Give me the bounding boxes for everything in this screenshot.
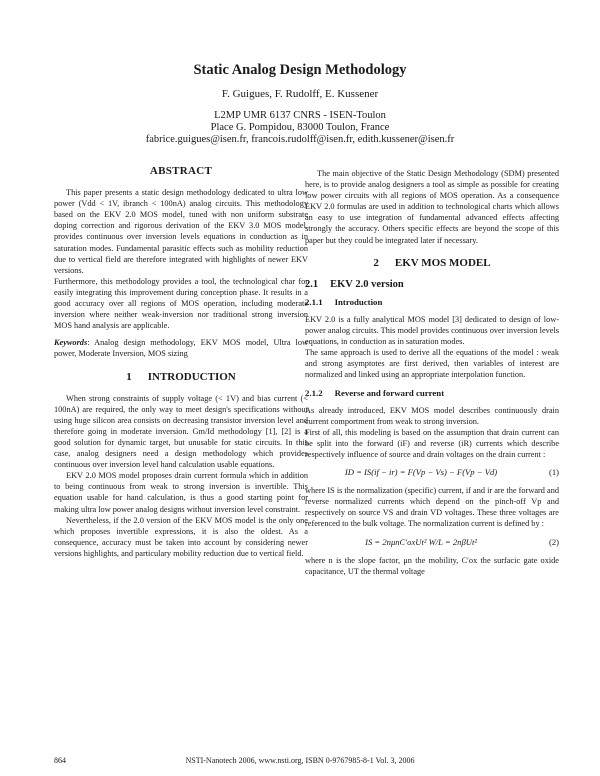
intro-paragraph: Nevertheless, if the 2.0 version of the EKV MOS model is the only one which proposes invertible expressions, it is also the oldest. As a consequence, accuracy must be taken into account by considering newer versions highlights, and particulary mobility reduction due to vertical field.	[54, 515, 308, 558]
subsubsection-number: 2.1.1	[305, 296, 323, 307]
body-paragraph: The same approach is used to derive all the equations of the model : weak and strong asymptotes are first derived, then variables of interest are normalized and linked using an appropriate interpolation function.	[305, 348, 559, 380]
intro-paragraph: When strong constraints of supply voltage (< 1V) and bias current (< 100nA) are required, the only way to meet design's specifications without using huge silicon area consists on decreasing transistor inversion level and therefore going in moderate inversion. Gm/Id methodology [1], [2] is a good solution for dynamic target, but unusable for static circuits. In this case, analog designers need a design methodology which provides continuous over inversion level hand calculation usable equations.	[54, 393, 308, 470]
affiliation-block	[0, 110, 600, 146]
affiliation-line: L2MP UMR 6137 CNRS - ISEN-Toulon	[214, 110, 386, 121]
objective-paragraph: The main objective of the Static Design Methodology (SDM) presented here, is to provide analog designers a tool as simple as possible for creating low power circuits with all regions of MOS operation. As a consequence EKV 2.0 formulas are used in addition to technological charts which allows an easy to use integration of fundamental advanced effects affecting strongly the accuracy. Others specific effects are beyond the scope of this paper but they could be integrated later if necessary.	[305, 169, 559, 245]
section-title: INTRODUCTION	[147, 370, 236, 383]
equation-number: (2)	[548, 536, 559, 547]
subsection-heading-ekv2	[305, 279, 559, 290]
body-paragraph: where IS is the normalization (specific) current, if and ir are the forward and reverse normalized currents which depend on the pinch-off Vp and respectively on source VS and drain VD voltages. These three voltages are referenced to the bulk voltage. The normalization current is defined by :	[305, 486, 559, 529]
affiliation-emails: fabrice.guigues@isen.fr, francois.rudolff@isen.fr, edith.kussener@isen.fr	[145, 134, 455, 145]
section-heading-ekv-model	[305, 258, 559, 269]
equation-number: (1)	[548, 467, 559, 478]
subsubsection-number: 2.1.2	[305, 387, 323, 398]
subsubsection-title: Introduction	[334, 296, 383, 307]
section-title: EKV MOS MODEL	[394, 256, 491, 269]
section-number: 2	[373, 256, 379, 269]
subsubsection-title: Reverse and forward current	[334, 387, 445, 398]
subsubsection-heading-currents	[305, 388, 559, 399]
body-paragraph: As already introduced, EKV MOS model describes continuously drain current comportment from weak to strong inversion.	[305, 405, 559, 426]
section-heading-introduction	[54, 372, 308, 383]
equation-formula: IS = 2nμnC′oxUt² W/L = 2nβUt²	[365, 536, 477, 547]
keywords-label: Keywords	[54, 338, 88, 348]
right-column	[305, 168, 559, 577]
subsubsection-heading-introduction	[305, 297, 559, 308]
body-paragraph: EKV 2.0 is a fully analytical MOS model [3] dedicated to design of low-power analog circuits. This model provides continuous over inversion levels equations, in conduction as in saturation modes.	[305, 314, 559, 347]
equation-formula: ID = IS(if − ir) = F(Vp − Vs) − F(Vp − Vd)	[344, 467, 498, 478]
abstract-paragraph: This paper presents a static design methodology dedicated to ultra low power (Vdd < 1V, ibranch < 100nA) analog circuits. This methodology based on the EKV 2.0 MOS model, tuned with non uniform substrate doping correction and rigorous derivation of the EKV 3.0 MOS model, provides continuous over inversion levels equations in conduction as in saturation modes. Fundamental parasitic effects such as mobility reduction due to vertical field are therefore integrated with highlights of newer EKV versions.	[54, 188, 308, 275]
keywords-text: : Analog design methodology, EKV MOS model, Ultra low power, Moderate Inversion, MOS sizing	[54, 338, 308, 359]
abstract-paragraph: Furthermore, this methodology provides a tool, the technological char for easily integrating this improvement during conception phase. It results in a good accuracy over all regions of MOS operation, including moderate inversion where neither weak-inversion nor traditional strong inversion MOS hand analysis are applicable.	[54, 276, 308, 331]
intro-paragraph: EKV 2.0 MOS model proposes drain current formula which in addition to being continuous from weak to strong inversion is invertible. This equation usable for hand calculation, is thus a good starting point for making ultra low power analog designs without inversion level constraint.	[54, 471, 308, 514]
section-number: 1	[126, 370, 132, 383]
affiliation-line: Place G. Pompidou, 83000 Toulon, France	[210, 122, 390, 133]
subsection-number: 2.1	[305, 278, 319, 290]
footer-citation: NSTI-Nanotech 2006, www.nsti.org, ISBN 0-9767985-8-1 Vol. 3, 2006	[185, 756, 415, 765]
subsection-title: EKV 2.0 version	[330, 278, 404, 290]
left-column	[54, 166, 308, 559]
paper-title: Static Analog Design Methodology	[193, 62, 407, 78]
equation-2	[305, 537, 559, 548]
page-number: 864	[54, 756, 66, 765]
equation-1	[305, 467, 559, 478]
keywords-line	[54, 337, 308, 359]
body-paragraph: First of all, this modeling is based on the assumption that drain current can be split into the forward (iF) and reverse (iR) currents which describe respectively influence of source and drain voltages on the drain current :	[305, 427, 559, 459]
body-paragraph: where n is the slope factor, μn the mobility, C′ox the surfacic gate oxide capacitance, UT the thermal voltage	[305, 555, 559, 576]
abstract-heading: ABSTRACT	[149, 165, 213, 177]
paper-authors: F. Guigues, F. Rudolff, E. Kussener	[221, 88, 379, 100]
